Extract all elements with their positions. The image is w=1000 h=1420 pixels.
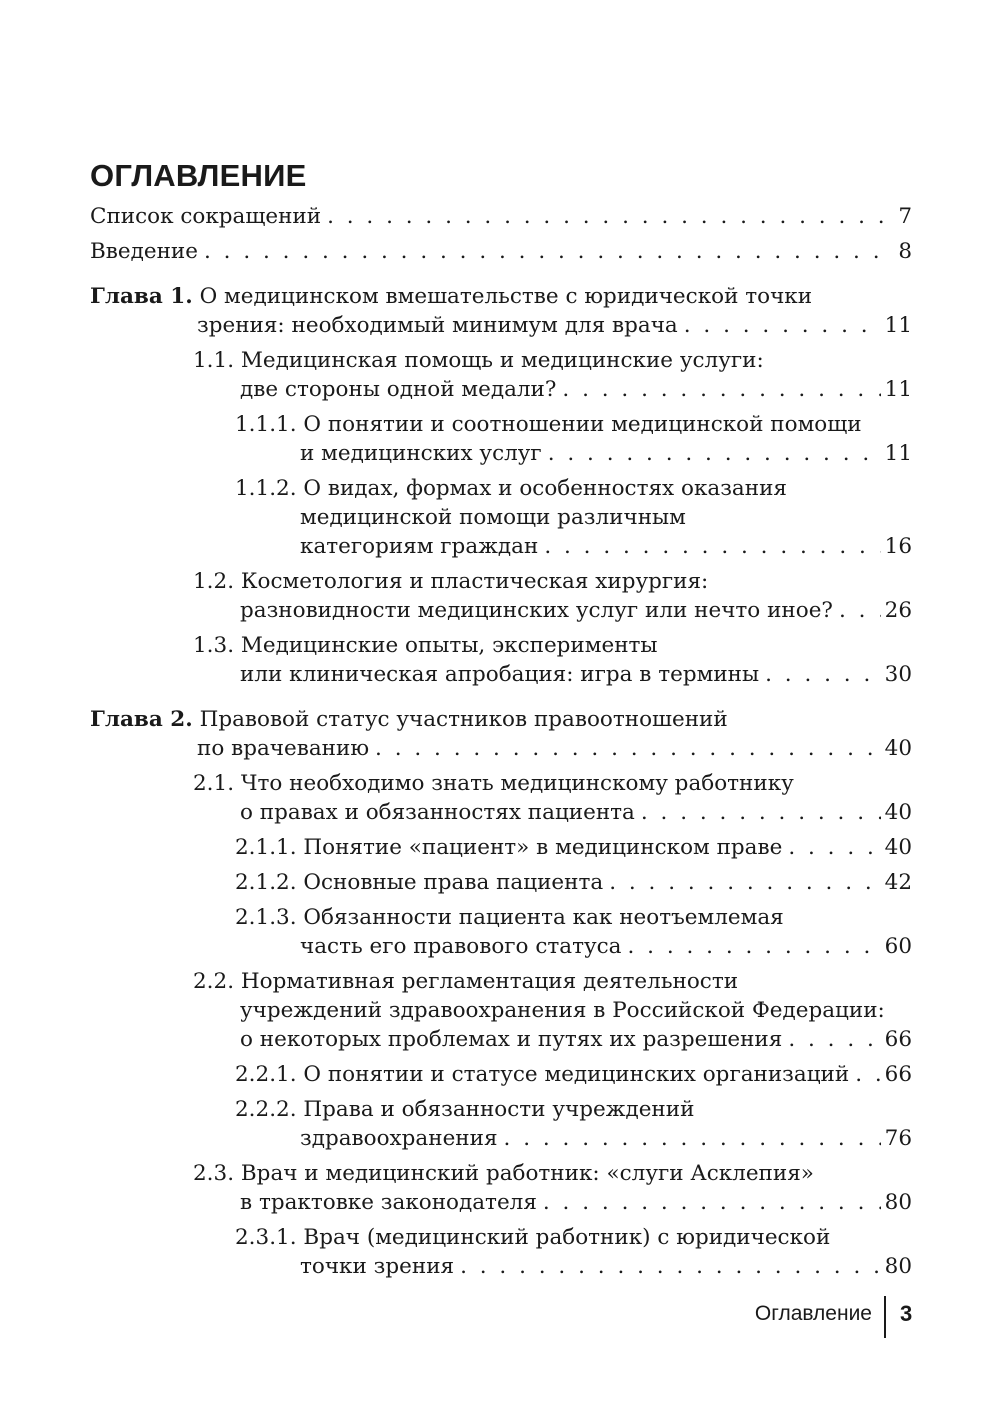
- toc-entry-2-2[interactable]: [90, 967, 912, 1054]
- section-number: 2.3.1.: [235, 1225, 297, 1250]
- page-footer: [0, 1296, 1000, 1340]
- toc-entry-text: учреждений здравоохранения в Российской Федерации:: [240, 998, 885, 1023]
- toc-entry-text: медицинской помощи различным: [300, 505, 686, 530]
- toc-entry-text: Нормативная регламентация деятельности: [240, 969, 739, 994]
- page-number: 3: [900, 1301, 913, 1326]
- toc-entry-1-2[interactable]: [90, 567, 912, 625]
- running-footer-section: Оглавление: [754, 1302, 872, 1325]
- dot-leader: [765, 660, 881, 689]
- toc-page-number: 66: [884, 1062, 912, 1087]
- section-number: 2.3.: [193, 1161, 235, 1186]
- toc-entry-text: Основные права пациента: [303, 870, 604, 895]
- toc-entry-text: Медицинская помощь и медицинские услуги:: [240, 348, 764, 373]
- toc-entry-text: часть его правового статуса: [300, 934, 622, 959]
- toc-entry-2-1[interactable]: [90, 769, 912, 827]
- section-number: 2.1.2.: [235, 870, 297, 895]
- section-number: 2.2.: [193, 969, 235, 994]
- toc-page-number: 40: [884, 800, 912, 825]
- dot-leader: [684, 311, 881, 340]
- dot-leader: [627, 932, 880, 961]
- toc-entry-2-1-3[interactable]: [90, 903, 912, 961]
- toc-entry-text: разновидности медицинских услуг или нечто иное?: [240, 598, 833, 623]
- section-number: 1.2.: [193, 569, 235, 594]
- toc-entry-text: или клиническая апробация: игра в термины: [240, 662, 760, 687]
- toc-entry-1-1-2[interactable]: [90, 474, 912, 561]
- toc-entry-text: и медицинских услуг: [300, 441, 542, 466]
- toc-entry-1-3[interactable]: [90, 631, 912, 689]
- toc-page-number: 11: [884, 313, 912, 338]
- toc-entry-2-3[interactable]: [90, 1159, 912, 1217]
- toc-entry-text: Косметология и пластическая хирургия:: [240, 569, 709, 594]
- dot-leader: [548, 439, 881, 468]
- toc-entry-text: Права и обязанности учреждений: [303, 1097, 695, 1122]
- toc-entry-text: зрения: необходимый минимум для врача: [197, 313, 678, 338]
- toc-entry-text: О медицинском вмешательстве с юридической точки: [199, 284, 813, 309]
- toc-entry-text: о некоторых проблемах и путях их разрешения: [240, 1027, 783, 1052]
- dot-leader: [788, 1025, 880, 1054]
- toc-page-number: 40: [884, 835, 912, 860]
- toc-entry-2-1-1[interactable]: [90, 833, 912, 862]
- section-number: 2.2.2.: [235, 1097, 297, 1122]
- dot-leader: [460, 1252, 881, 1281]
- table-of-contents: [90, 202, 912, 1281]
- dot-leader: [375, 734, 881, 763]
- toc-page-number: 66: [884, 1027, 912, 1052]
- toc-entry-text: о правах и обязанностях пациента: [240, 800, 635, 825]
- toc-entry-text: Введение: [90, 239, 198, 264]
- chapter-number: Глава 2.: [90, 707, 193, 732]
- toc-page-number: 60: [884, 934, 912, 959]
- toc-page-number: 40: [884, 736, 912, 761]
- section-number: 2.1.3.: [235, 905, 297, 930]
- dot-leader: [327, 202, 884, 231]
- toc-entry-text: Медицинские опыты, эксперименты: [240, 633, 658, 658]
- dot-leader: [641, 798, 881, 827]
- toc-page-number: 26: [884, 598, 912, 623]
- toc-page-number: 80: [884, 1254, 912, 1279]
- toc-entry-text: в трактовке законодателя: [240, 1190, 537, 1215]
- toc-page-number: 7: [898, 204, 912, 229]
- toc-page-number: 80: [884, 1190, 912, 1215]
- toc-entry-text: О понятии и соотношении медицинской помощи: [303, 412, 862, 437]
- section-number: 1.1.1.: [235, 412, 297, 437]
- section-number: 1.1.2.: [235, 476, 297, 501]
- toc-page-number: 76: [884, 1126, 912, 1151]
- toc-entry-chapter-2[interactable]: [90, 705, 912, 763]
- toc-entry-2-1-2[interactable]: [90, 868, 912, 897]
- section-number: 2.1.: [193, 771, 235, 796]
- toc-entry-abbreviations[interactable]: [90, 202, 912, 231]
- section-number: 2.1.1.: [235, 835, 297, 860]
- dot-leader: [788, 833, 880, 862]
- toc-entry-2-2-2[interactable]: [90, 1095, 912, 1153]
- dot-leader: [543, 1188, 881, 1217]
- toc-page-number: 11: [884, 441, 912, 466]
- toc-entry-text: по врачеванию: [197, 736, 370, 761]
- page-title: ОГЛАВЛЕНИЕ: [90, 158, 307, 193]
- toc-page-number: 42: [884, 870, 912, 895]
- toc-entry-text: точки зрения: [300, 1254, 455, 1279]
- toc-entry-1-1[interactable]: [90, 346, 912, 404]
- toc-entry-2-3-1[interactable]: [90, 1223, 912, 1281]
- toc-entry-chapter-1[interactable]: [90, 282, 912, 340]
- toc-entry-text: категориям граждан: [300, 534, 539, 559]
- toc-entry-text: две стороны одной медали?: [240, 377, 557, 402]
- toc-entry-text: здравоохранения: [300, 1126, 498, 1151]
- toc-entry-text: О понятии и статусе медицинских организаций: [303, 1062, 850, 1087]
- section-number: 2.2.1.: [235, 1062, 297, 1087]
- footer-divider: [884, 1296, 886, 1338]
- toc-entry-text: О видах, формах и особенностях оказания: [303, 476, 787, 501]
- section-number: 1.1.: [193, 348, 235, 373]
- dot-leader: [562, 375, 880, 404]
- section-number: 1.3.: [193, 633, 235, 658]
- toc-entry-text: Что необходимо знать медицинскому работнику: [240, 771, 794, 796]
- dot-leader: [609, 868, 880, 897]
- toc-page-number: 16: [884, 534, 912, 559]
- toc-entry-text: Список сокращений: [90, 204, 322, 229]
- toc-entry-text: Обязанности пациента как неотъемлемая: [303, 905, 784, 930]
- toc-entry-text: Правовой статус участников правоотношений: [199, 707, 728, 732]
- dot-leader: [204, 237, 884, 266]
- dot-leader: [504, 1124, 881, 1153]
- toc-page-number: 11: [884, 377, 912, 402]
- toc-entry-text: Понятие «пациент» в медицинском праве: [303, 835, 783, 860]
- chapter-number: Глава 1.: [90, 284, 193, 309]
- dot-leader: [544, 532, 880, 561]
- toc-entry-text: Врач (медицинский работник) с юридической: [303, 1225, 831, 1250]
- toc-page-number: 30: [884, 662, 912, 687]
- toc-entry-2-2-1[interactable]: [90, 1060, 912, 1089]
- dot-leader: [855, 1060, 880, 1089]
- dot-leader: [839, 596, 881, 625]
- toc-entry-1-1-1[interactable]: [90, 410, 912, 468]
- toc-entry-text: Врач и медицинский работник: «слуги Асклепия»: [240, 1161, 814, 1186]
- toc-entry-introduction[interactable]: [90, 237, 912, 266]
- toc-page-number: 8: [898, 239, 912, 264]
